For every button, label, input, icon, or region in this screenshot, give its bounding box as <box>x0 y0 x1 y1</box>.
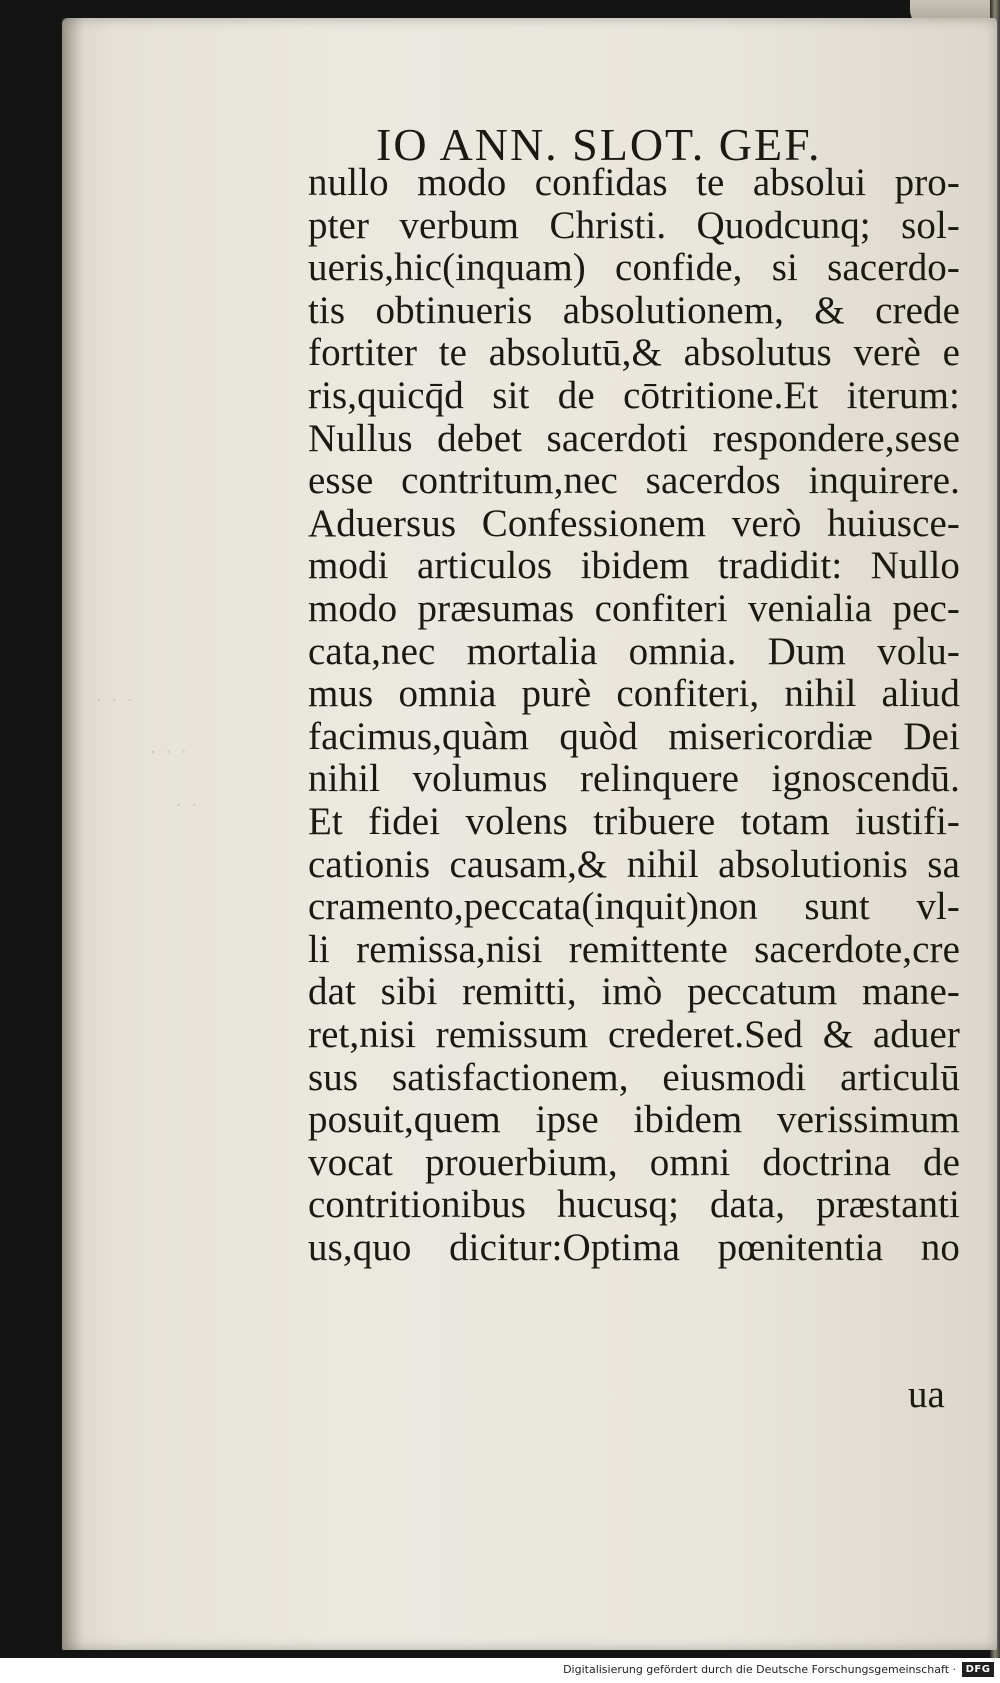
text-line: sus satisfactionem, eiusmodi articulū <box>308 1055 960 1099</box>
digitization-credit: Digitalisierung gefördert durch die Deutsche Forschungsgemeinschaft · <box>563 1663 956 1676</box>
text-line: tis obtinueris absolutionem, & crede <box>308 288 960 332</box>
text-line: ret,nisi remissum crederet.Sed & aduer <box>308 1013 960 1056</box>
text-line: modo præsumas confiteri venialia pec- <box>308 587 960 630</box>
text-line: dat sibi remitti, imò peccatum mane- <box>308 970 960 1014</box>
text-line: ueris,hic(inquam) confide, si sacerdo- <box>308 246 960 290</box>
text-line: fortiter te absolutū,& absolutus verè e <box>308 331 960 375</box>
text-line: ris,quicq̄d sit de cōtritione.Et iterum: <box>308 374 960 417</box>
text-line: cationis causam,& nihil absolutionis sa <box>308 842 960 886</box>
gutter-shadow <box>62 18 84 1650</box>
running-head: IO ANN. SLOT. GEF. <box>376 119 822 170</box>
text-line: posuit,quem ipse ibidem verissimum <box>308 1098 960 1142</box>
text-line: cata,nec mortalia omnia. Dum volu- <box>308 629 960 673</box>
text-line: Aduersus Confessionem verò huiusce- <box>308 501 960 545</box>
bleed-through-mark: · · · <box>96 690 135 711</box>
text-line: pter verbum Christi. Quodcunq; sol- <box>308 203 960 247</box>
text-line: contritionibus hucusq; data, præstanti <box>308 1183 960 1227</box>
text-line: us,quo dicitur:Optima pœnitentia no <box>308 1226 960 1269</box>
text-line: mus omnia purè confiteri, nihil aliud <box>308 672 960 716</box>
text-line: esse contritum,nec sacerdos inquirere. <box>308 459 960 503</box>
text-line: vocat prouerbium, omni doctrina de <box>308 1140 960 1184</box>
catchword: ua <box>908 1373 945 1416</box>
text-line: nullo modo confidas te absolui pro- <box>308 161 960 204</box>
text-line: modi articulos ibidem tradidit: Nullo <box>308 544 960 588</box>
dfg-logo: DFG <box>962 1662 994 1677</box>
text-line: nihil volumus relinquere ignoscendū. <box>308 757 960 801</box>
bleed-through-mark: · · <box>176 795 200 816</box>
text-line: facimus,quàm quòd misericordiæ Dei <box>308 714 960 758</box>
text-line: Nullus debet sacerdoti respondere,sese <box>308 416 960 460</box>
text-line: Et fidei volens tribuere totam iustifi- <box>308 800 960 843</box>
text-line: cramento,peccata(inquit)non sunt vl- <box>308 885 960 929</box>
bleed-through-mark: · · · <box>150 742 189 763</box>
text-line: li remissa,nisi remittente sacerdote,cre <box>308 927 960 971</box>
